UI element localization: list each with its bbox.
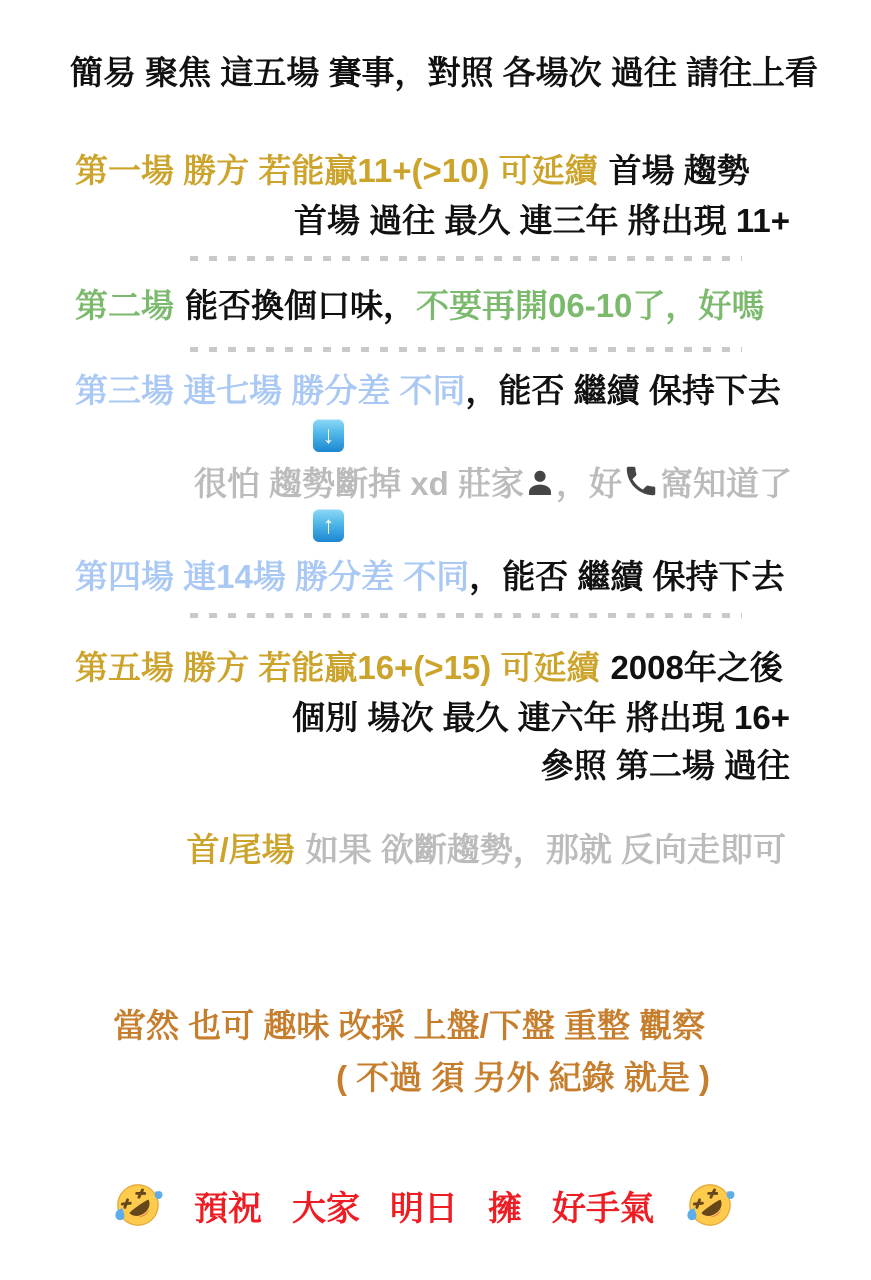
game1-note-text: 首場 過往 最久 連三年 將出現 11+ [294,202,790,239]
game2-highlight: 不要再開06-10了，好嗎 [416,287,765,324]
rofl-emoji [684,1179,736,1231]
game2-mid: 能否換個口味， [185,287,416,324]
down-arrow-glyph: ↓ [322,421,335,449]
wish-word: 明日 [390,1189,458,1228]
game5-line [0,645,871,691]
game2-label: 第二場 [75,287,174,324]
up-arrow-glyph: ↑ [322,511,335,539]
game4-line [0,554,871,600]
game5-note1 [0,695,871,741]
wish-word: 大家 [292,1189,360,1228]
alt-line2 [0,1055,871,1101]
dashed-divider [190,613,742,618]
game5-note2 [0,743,871,789]
alt-line2-text: ( 不過 須 另外 紀錄 就是 ) [336,1059,710,1096]
alt-line1-text: 當然 也可 趣味 改採 上盤/下盤 重整 觀察 [113,1007,706,1044]
fear-post: 窩知道了 [660,465,792,502]
tip-line [0,827,871,873]
wish-word: 擁 [488,1189,522,1228]
tip-highlight: 首/尾場 [186,831,295,868]
tip-rest: 如果 欲斷趨勢，那就 反向走即可 [305,831,786,868]
game3-rest: ，能否 繼續 保持下去 [465,372,781,409]
game4-highlight: 第四場 連14場 勝分差 不同 [75,558,470,595]
rofl-emoji [112,1179,164,1231]
game4-rest: ，能否 繼續 保持下去 [469,558,785,595]
fear-line [0,461,871,507]
fear-pre: 很怕 趨勢斷掉 xd 莊家 [193,465,524,502]
phone-receiver-icon [622,462,660,500]
game3-line [0,368,871,414]
game5-rest: 2008年之後 [610,649,783,686]
wish-word: 預祝 [194,1189,262,1228]
game3-highlight: 第三場 連七場 勝分差 不同 [75,372,466,409]
up-arrow-icon [313,509,344,542]
fear-mid: ，好 [556,465,622,502]
wish-line [112,1179,871,1231]
game1-line [0,148,871,194]
game1-highlight: 第一場 勝方 若能贏11+(>10) 可延續 [75,152,598,189]
wish-word: 好手氣 [552,1189,654,1228]
game5-highlight: 第五場 勝方 若能贏16+(>15) 可延續 [75,649,600,686]
game1-rest: 首場 趨勢 [608,152,750,189]
dashed-divider [190,256,742,261]
game2-line [0,283,871,329]
down-arrow-icon [313,419,344,452]
game5-note1-text: 個別 場次 最久 連六年 將出現 16+ [292,699,790,736]
dashed-divider [190,347,742,352]
headline [0,50,871,96]
game1-note [0,198,871,244]
game5-note2-text: 參照 第二場 過往 [540,747,790,784]
alt-line1 [0,1003,871,1049]
headline-text: 簡易 聚焦 這五場 賽事，對照 各場次 過往 請往上看 [70,54,819,91]
person-silhouette-icon [524,466,556,500]
